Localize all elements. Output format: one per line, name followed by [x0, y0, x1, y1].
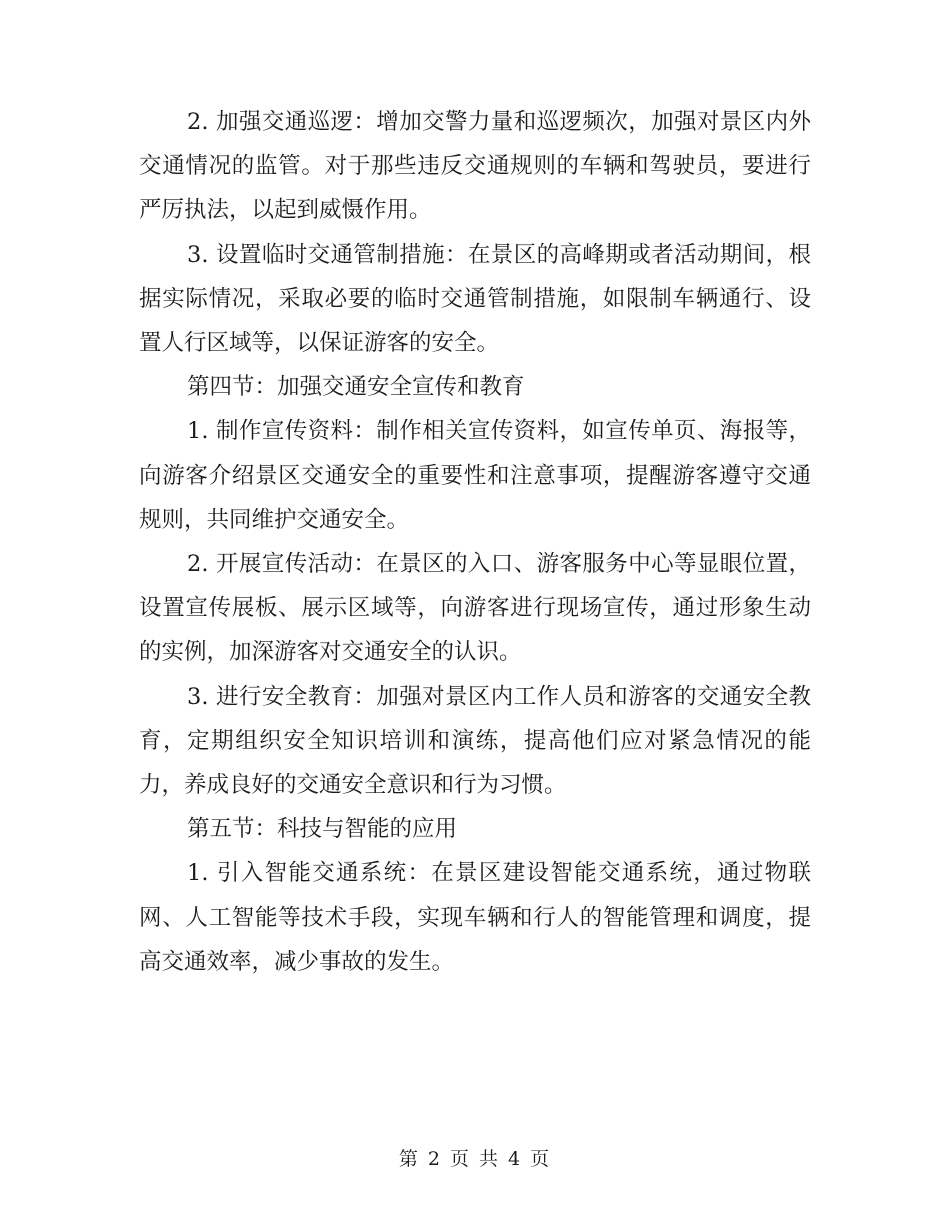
document-body: [139, 100, 811, 984]
paragraph-safety-education: 3. 进行安全教育：加强对景区内工作人员和游客的交通安全教育，定期组织安全知识培训和演练，提高他们应对紧急情况的能力，养成良好的交通安全意识和行为习惯。: [139, 683, 811, 799]
paragraph-promotional-materials: 1. 制作宣传资料：制作相关宣传资料，如宣传单页、海报等，向游客介绍景区交通安全的重要性和注意事项，提醒游客遵守交通规则，共同维护交通安全。: [139, 418, 811, 533]
paragraph-smart-traffic-system: 1. 引入智能交通系统：在景区建设智能交通系统，通过物联网、人工智能等技术手段，实现车辆和行人的智能管理和调度，提高交通效率，减少事故的发生。: [139, 860, 811, 975]
paragraph-temporary-traffic-control: 3. 设置临时交通管制措施：在景区的高峰期或者活动期间，根据实际情况，采取必要的临时交通管制措施，如限制车辆通行、设置人行区域等，以保证游客的安全。: [139, 241, 811, 357]
section-heading-4: 第四节：加强交通安全宣传和教育: [187, 374, 525, 401]
paragraph-promotional-activities: 2. 开展宣传活动：在景区的入口、游客服务中心等显眼位置，设置宣传展板、展示区域等，向游客进行现场宣传，通过形象生动的实例，加深游客对交通安全的认识。: [139, 551, 811, 666]
section-heading-5: 第五节：科技与智能的应用: [187, 816, 458, 843]
page-number-footer: 第 2 页 共 4 页: [398, 1148, 552, 1170]
paragraph-traffic-patrol: 2. 加强交通巡逻：增加交警力量和巡逻频次，加强对景区内外交通情况的监管。对于那些违反交通规则的车辆和驾驶员，要进行严厉执法，以起到威慑作用。: [139, 109, 811, 224]
